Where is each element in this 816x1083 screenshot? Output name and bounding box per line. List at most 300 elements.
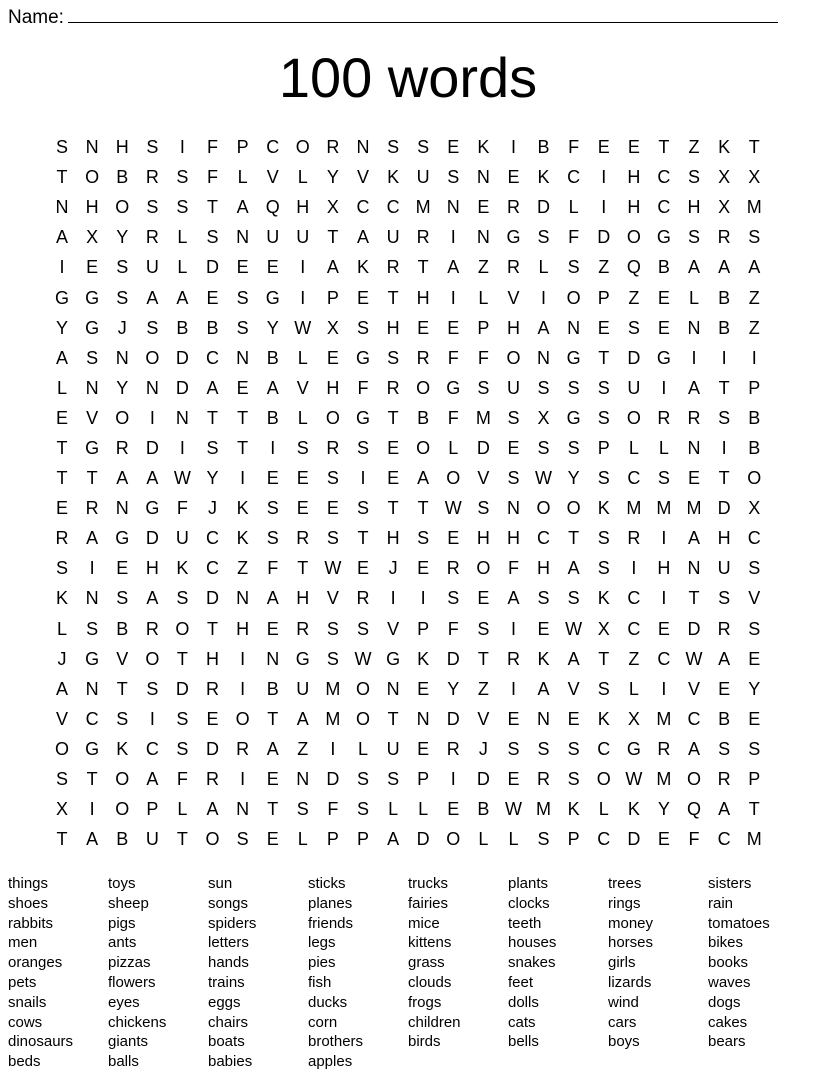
word-list-item: rabbits [8, 914, 54, 932]
grid-letter: A [326, 257, 339, 278]
grid-letter: X [718, 167, 731, 188]
grid-letter: A [56, 347, 69, 368]
grid-letter: T [237, 437, 249, 458]
grid-letter: N [115, 498, 129, 519]
grid-letter: Y [116, 227, 129, 248]
grid-letter: T [207, 197, 219, 218]
grid-letter: S [206, 437, 219, 458]
grid-letter: N [55, 197, 69, 218]
grid-letter: D [206, 588, 220, 609]
grid-letter: H [717, 528, 731, 549]
grid-letter: L [57, 618, 68, 639]
grid-letter: S [266, 528, 279, 549]
word-list-item: pies [308, 954, 336, 972]
grid-letter: V [86, 407, 99, 428]
grid-letter: P [477, 317, 490, 338]
word-list-item: bikes [708, 934, 744, 952]
grid-letter: H [206, 648, 220, 669]
grid-letter: E [326, 347, 339, 368]
grid-letter: N [687, 558, 701, 579]
grid-letter: H [416, 287, 430, 308]
word-list-item: teeth [508, 914, 542, 932]
grid-letter: A [56, 678, 69, 699]
grid-letter: U [386, 227, 400, 248]
grid-letter: M [656, 708, 672, 729]
grid-letter: H [115, 137, 129, 158]
grid-row [47, 132, 769, 162]
grid-letter: R [145, 227, 159, 248]
grid-letter: T [56, 829, 68, 850]
grid-letter: X [56, 799, 69, 820]
grid-letter: A [206, 377, 219, 398]
grid-letter: A [748, 257, 761, 278]
grid-letter: P [597, 437, 610, 458]
word-list-item: bears [708, 1033, 746, 1051]
word-list-item: brothers [308, 1033, 364, 1051]
grid-letter: G [355, 407, 370, 428]
word-list-item: chickens [108, 1013, 167, 1031]
grid-letter: V [507, 287, 520, 308]
word-list-item: trees [608, 875, 642, 892]
grid-letter: A [688, 257, 701, 278]
grid-letter: E [116, 558, 129, 579]
grid-letter: C [597, 829, 611, 850]
word-list-item: trains [208, 973, 245, 991]
grid-letter: T [417, 257, 429, 278]
grid-letter: I [360, 468, 366, 489]
grid-letter: G [656, 347, 671, 368]
grid-letter: R [326, 437, 340, 458]
grid-letter: O [747, 468, 762, 489]
grid-letter: T [688, 588, 700, 609]
grid-letter: I [661, 588, 667, 609]
grid-letter: T [598, 648, 610, 669]
grid-letter: S [627, 317, 640, 338]
grid-letter: D [175, 678, 189, 699]
grid-row [47, 222, 769, 252]
grid-letter: S [537, 227, 550, 248]
grid-letter: Z [237, 558, 249, 579]
grid-letter: S [597, 407, 610, 428]
grid-letter: H [85, 197, 99, 218]
grid-letter: G [446, 377, 461, 398]
grid-letter: A [236, 197, 249, 218]
grid-letter: E [236, 377, 249, 398]
grid-letter: W [504, 799, 522, 820]
grid-letter: A [116, 468, 129, 489]
grid-letter: E [627, 137, 640, 158]
grid-letter: O [416, 377, 431, 398]
grid-letter: S [718, 407, 731, 428]
grid-letter: S [116, 588, 129, 609]
grid-letter: C [145, 738, 159, 759]
grid-letter: H [145, 558, 159, 579]
grid-letter: A [567, 558, 580, 579]
grid-letter: T [116, 678, 128, 699]
grid-letter: E [266, 829, 279, 850]
grid-letter: I [661, 678, 667, 699]
grid-letter: W [565, 618, 583, 639]
grid-row [47, 192, 769, 222]
grid-letter: S [86, 347, 99, 368]
grid-letter: O [145, 347, 160, 368]
word-list-item: pets [8, 973, 37, 991]
grid-letter: S [356, 618, 369, 639]
grid-letter: A [176, 287, 189, 308]
grid-row [47, 252, 769, 282]
grid-letter: S [326, 648, 339, 669]
grid-letter: I [541, 287, 547, 308]
grid-letter: S [537, 829, 550, 850]
word-list-item: fairies [408, 894, 449, 912]
grid-letter: I [330, 738, 336, 759]
grid-letter: N [145, 377, 159, 398]
grid-letter: F [507, 558, 519, 579]
grid-letter: I [691, 347, 697, 368]
grid-letter: B [718, 287, 731, 308]
word-list-item: wind [608, 993, 639, 1011]
word-list-item: sun [208, 875, 233, 892]
grid-letter: K [597, 498, 610, 519]
grid-letter: S [417, 137, 430, 158]
grid-letter: O [536, 498, 551, 519]
grid-letter: O [85, 167, 100, 188]
word-list-item: dolls [508, 993, 539, 1011]
grid-letter: R [296, 528, 310, 549]
grid-letter: B [718, 317, 731, 338]
grid-letter: B [116, 167, 129, 188]
word-list-item: grass [408, 954, 445, 972]
grid-letter: B [266, 347, 279, 368]
word-list-item: spiders [208, 914, 257, 932]
grid-letter: H [386, 317, 400, 338]
grid-letter: Z [477, 257, 489, 278]
grid-letter: Z [688, 137, 700, 158]
grid-letter: V [116, 648, 129, 669]
grid-letter: A [146, 588, 159, 609]
grid-letter: S [116, 257, 129, 278]
grid-letter: I [661, 377, 667, 398]
grid-letter: E [387, 437, 400, 458]
grid-letter: F [207, 137, 219, 158]
grid-letter: Z [297, 738, 309, 759]
grid-letter: N [85, 588, 99, 609]
grid-letter: E [356, 558, 369, 579]
grid-letter: N [506, 498, 520, 519]
grid-letter: T [387, 287, 399, 308]
grid-letter: R [236, 738, 250, 759]
grid-letter: K [176, 558, 189, 579]
grid-letter: F [477, 347, 489, 368]
grid-letter: D [537, 197, 551, 218]
grid-letter: A [567, 648, 580, 669]
grid-letter: N [85, 678, 99, 699]
grid-letter: I [420, 588, 426, 609]
grid-letter: I [390, 588, 396, 609]
grid-letter: O [115, 769, 130, 790]
grid-letter: S [447, 588, 460, 609]
grid-row [47, 523, 769, 553]
grid-letter: X [86, 227, 99, 248]
grid-letter: S [748, 558, 761, 579]
grid-letter: E [507, 437, 520, 458]
grid-letter: M [475, 407, 491, 428]
grid-letter: I [300, 287, 306, 308]
word-list-item: pizzas [108, 954, 151, 972]
grid-letter: T [568, 528, 580, 549]
grid-letter: W [444, 498, 462, 519]
grid-letter: E [688, 468, 701, 489]
grid-letter: D [145, 437, 159, 458]
grid-row [47, 644, 769, 674]
grid-letter: R [537, 769, 551, 790]
grid-letter: X [326, 317, 339, 338]
grid-letter: C [206, 347, 220, 368]
grid-letter: S [296, 437, 309, 458]
word-list-item: boats [208, 1033, 245, 1051]
grid-letter: L [177, 227, 188, 248]
grid-letter: F [568, 137, 580, 158]
grid-letter: R [386, 377, 400, 398]
word-list-item: fish [308, 973, 332, 991]
grid-row [47, 403, 769, 433]
grid-letter: I [721, 437, 727, 458]
grid-letter: N [115, 347, 129, 368]
grid-letter: S [597, 528, 610, 549]
word-list-item: corn [308, 1013, 338, 1031]
word-list-item: kittens [408, 934, 452, 952]
grid-letter: O [205, 829, 220, 850]
grid-letter: K [387, 167, 400, 188]
word-list-column [8, 874, 108, 1072]
grid-letter: Z [748, 287, 760, 308]
grid-letter: R [627, 528, 641, 549]
word-list-item: lizards [608, 973, 652, 991]
grid-letter: S [326, 468, 339, 489]
grid-letter: S [417, 528, 430, 549]
grid-letter: R [687, 407, 701, 428]
word-list-column [308, 874, 408, 1072]
word-list-item: toys [108, 875, 136, 892]
word-list-item: books [708, 954, 749, 972]
grid-letter: S [236, 829, 249, 850]
grid-letter: U [717, 558, 731, 579]
grid-letter: L [177, 257, 188, 278]
grid-letter: K [597, 708, 610, 729]
word-list-item: ants [108, 934, 137, 952]
grid-letter: R [85, 498, 99, 519]
grid-letter: H [236, 618, 250, 639]
grid-letter: S [507, 468, 520, 489]
grid-letter: O [566, 498, 581, 519]
grid-letter: O [145, 648, 160, 669]
word-list-item: babies [208, 1053, 253, 1071]
grid-letter: E [356, 287, 369, 308]
grid-letter: G [85, 437, 100, 458]
grid-letter: E [266, 257, 279, 278]
grid-letter: R [356, 588, 370, 609]
grid-letter: R [326, 137, 340, 158]
grid-letter: C [567, 167, 581, 188]
grid-letter: C [687, 708, 701, 729]
grid-letter: I [240, 648, 246, 669]
grid-letter: R [145, 618, 159, 639]
grid-row [47, 794, 769, 824]
grid-letter: G [145, 498, 160, 519]
grid-letter: A [688, 377, 701, 398]
word-list-column [408, 874, 508, 1072]
name-blank-line[interactable] [68, 4, 778, 23]
grid-letter: D [206, 738, 220, 759]
grid-letter: S [567, 769, 580, 790]
grid-letter: S [146, 197, 159, 218]
grid-letter: I [149, 407, 155, 428]
grid-letter: I [300, 257, 306, 278]
grid-letter: E [718, 678, 731, 699]
grid-letter: H [296, 588, 310, 609]
grid-letter: D [687, 618, 701, 639]
grid-letter: Y [56, 317, 69, 338]
grid-letter: D [206, 257, 220, 278]
grid-letter: E [748, 708, 761, 729]
grid-letter: V [266, 167, 279, 188]
grid-letter: O [416, 437, 431, 458]
grid-letter: E [748, 648, 761, 669]
grid-letter: A [718, 648, 731, 669]
grid-letter: J [388, 558, 398, 579]
grid-letter: T [387, 498, 399, 519]
grid-letter: E [657, 317, 670, 338]
grid-letter: H [506, 317, 520, 338]
grid-letter: S [236, 287, 249, 308]
word-list-item: boys [608, 1033, 640, 1051]
word-list-item: chairs [208, 1013, 249, 1031]
word-list-item: songs [208, 894, 249, 912]
grid-letter: O [115, 799, 130, 820]
grid-row [47, 764, 769, 794]
grid-letter: M [325, 708, 341, 729]
grid-letter: R [296, 618, 310, 639]
grid-letter: V [748, 588, 761, 609]
grid-letter: D [175, 377, 189, 398]
grid-letter: P [417, 769, 430, 790]
grid-letter: I [179, 437, 185, 458]
grid-letter: S [176, 708, 189, 729]
grid-letter: I [240, 769, 246, 790]
grid-letter: D [446, 708, 460, 729]
name-field-row [8, 4, 778, 30]
grid-letter: E [477, 197, 490, 218]
grid-letter: T [327, 227, 339, 248]
grid-letter: O [687, 769, 702, 790]
grid-letter: E [447, 137, 460, 158]
grid-letter: R [386, 257, 400, 278]
grid-letter: C [206, 558, 220, 579]
grid-letter: N [446, 197, 460, 218]
word-list-item: apples [308, 1053, 353, 1071]
grid-letter: R [657, 738, 671, 759]
grid-letter: K [356, 257, 369, 278]
grid-letter: O [596, 769, 611, 790]
grid-letter: P [597, 287, 610, 308]
grid-letter: A [537, 678, 550, 699]
word-list-item: clouds [408, 973, 452, 991]
grid-letter: H [537, 558, 551, 579]
grid-letter: E [266, 618, 279, 639]
grid-letter: O [55, 738, 70, 759]
grid-letter: S [56, 137, 69, 158]
grid-letter: N [85, 137, 99, 158]
word-list-item: rings [608, 894, 641, 912]
grid-letter: A [206, 799, 219, 820]
grid-letter: E [447, 799, 460, 820]
word-list-item: balls [108, 1053, 139, 1071]
grid-letter: I [510, 678, 516, 699]
grid-letter: D [175, 347, 189, 368]
word-list-item: giants [108, 1033, 149, 1051]
grid-letter: Z [628, 287, 640, 308]
grid-letter: V [326, 588, 339, 609]
word-list-item: horses [608, 934, 654, 952]
grid-letter: X [748, 167, 761, 188]
word-list-item: trucks [408, 875, 449, 892]
grid-letter: U [296, 678, 310, 699]
grid-letter: E [417, 558, 430, 579]
grid-letter: L [357, 738, 368, 759]
grid-row [47, 282, 769, 312]
grid-letter: S [567, 437, 580, 458]
grid-letter: R [55, 528, 69, 549]
grid-letter: I [450, 287, 456, 308]
word-list-item: beds [8, 1053, 41, 1071]
grid-letter: X [627, 708, 640, 729]
grid-letter: S [748, 227, 761, 248]
grid-letter: F [176, 769, 188, 790]
grid-row [47, 734, 769, 764]
word-list-item: ducks [308, 993, 348, 1011]
grid-letter: C [627, 618, 641, 639]
grid-letter: T [387, 407, 399, 428]
grid-letter: E [417, 317, 430, 338]
grid-letter: O [355, 708, 370, 729]
grid-letter: M [656, 769, 672, 790]
grid-letter: L [418, 799, 429, 820]
grid-letter: I [59, 257, 65, 278]
grid-letter: W [173, 468, 191, 489]
grid-row [47, 614, 769, 644]
grid-letter: L [237, 167, 248, 188]
grid-letter: B [477, 799, 490, 820]
grid-letter: S [567, 257, 580, 278]
word-list-item: rain [708, 894, 734, 912]
grid-letter: B [116, 618, 129, 639]
grid-letter: M [325, 678, 341, 699]
grid-letter: A [688, 738, 701, 759]
grid-letter: S [748, 738, 761, 759]
grid-letter: R [206, 769, 220, 790]
word-list-item: oranges [8, 954, 63, 972]
grid-letter: W [625, 769, 643, 790]
grid-letter: T [477, 648, 489, 669]
grid-letter: N [175, 407, 189, 428]
grid-letter: B [417, 407, 430, 428]
grid-letter: S [146, 317, 159, 338]
grid-letter: O [295, 137, 310, 158]
word-list-item: sisters [708, 875, 752, 892]
grid-letter: E [296, 498, 309, 519]
grid-letter: E [657, 618, 670, 639]
grid-letter: E [657, 829, 670, 850]
